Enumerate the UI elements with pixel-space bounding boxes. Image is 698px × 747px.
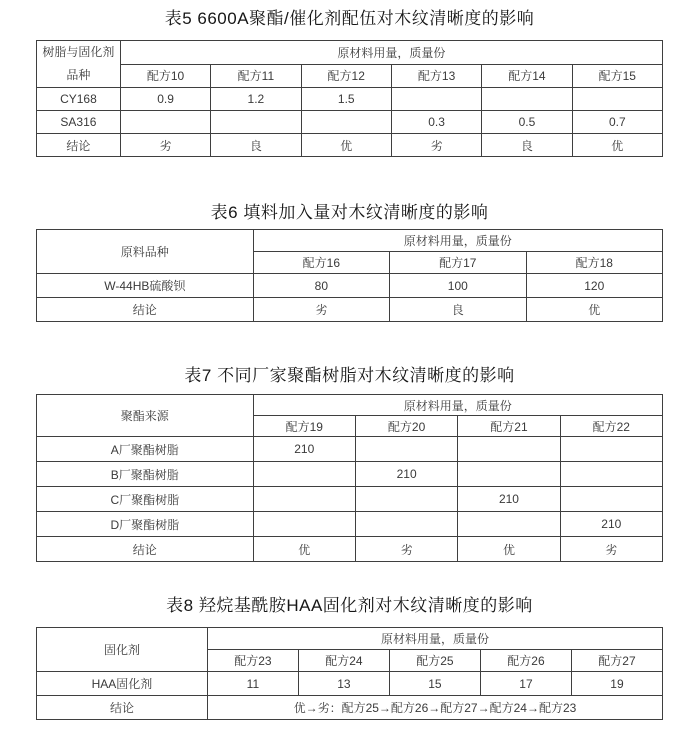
table-row — [37, 437, 663, 462]
row-label-cell: 结论 — [37, 298, 254, 322]
data-table — [36, 394, 663, 562]
row-label-cell: 结论 — [37, 696, 208, 720]
value-cell: 劣 — [253, 298, 389, 322]
value-cell: 良 — [482, 134, 572, 157]
column-header-cell: 配方14 — [482, 64, 572, 88]
value-cell: 劣 — [391, 134, 481, 157]
table-row — [37, 487, 663, 512]
column-header-cell: 配方25 — [389, 650, 480, 672]
conclusion-span-cell: 优→劣：配方25→配方26→配方27→配方24→配方23 — [207, 696, 662, 720]
header-row-group — [37, 41, 663, 65]
row-label-cell: CY168 — [37, 88, 121, 111]
group-header-cell: 原材料用量，质量份 — [207, 628, 662, 650]
header-row-group — [37, 628, 663, 650]
value-cell — [572, 88, 662, 111]
table-section-table5 — [36, 8, 663, 157]
header-row-group — [37, 230, 663, 252]
group-header-cell: 原材料用量，质量份 — [253, 395, 662, 416]
value-cell — [355, 512, 457, 537]
value-cell — [458, 512, 560, 537]
value-cell: 劣 — [560, 537, 662, 562]
value-cell: 120 — [526, 274, 662, 298]
header-row-group — [37, 395, 663, 416]
value-cell: 15 — [389, 672, 480, 696]
value-cell: 良 — [390, 298, 526, 322]
value-cell — [253, 512, 355, 537]
corner-header-line: 固化剂 — [103, 643, 140, 657]
value-cell — [560, 437, 662, 462]
corner-header-line: 品种 — [66, 68, 91, 82]
value-cell: 17 — [480, 672, 571, 696]
row-label-cell: D厂聚酯树脂 — [37, 512, 254, 537]
row-label-cell: HAA固化剂 — [37, 672, 208, 696]
table-section-table6 — [36, 202, 663, 322]
corner-header-line: 原料品种 — [120, 245, 169, 259]
table-row — [37, 298, 663, 322]
table-section-table8 — [36, 595, 663, 720]
table-row — [37, 537, 663, 562]
column-header-cell: 配方13 — [391, 64, 481, 88]
column-header-cell: 配方11 — [211, 64, 301, 88]
document-page — [0, 8, 698, 720]
corner-header-line: 树脂与固化剂 — [42, 45, 115, 59]
column-header-cell: 配方23 — [207, 650, 298, 672]
value-cell: 100 — [390, 274, 526, 298]
table-row — [37, 512, 663, 537]
row-label-cell: 结论 — [37, 537, 254, 562]
value-cell — [482, 88, 572, 111]
value-cell: 1.2 — [211, 88, 301, 111]
value-cell — [301, 111, 391, 134]
table-title: 表7 不同厂家聚酯树脂对木纹清晰度的影响 — [184, 366, 515, 385]
value-cell: 210 — [560, 512, 662, 537]
value-cell: 1.5 — [301, 88, 391, 111]
column-header-cell: 配方10 — [120, 64, 210, 88]
table-row — [37, 111, 663, 134]
value-cell: 11 — [207, 672, 298, 696]
row-label-cell: A厂聚酯树脂 — [37, 437, 254, 462]
column-header-cell: 配方19 — [253, 416, 355, 437]
data-table — [36, 627, 663, 720]
value-cell — [355, 487, 457, 512]
column-header-cell: 配方26 — [480, 650, 571, 672]
value-cell: 19 — [571, 672, 662, 696]
value-cell: 13 — [298, 672, 389, 696]
value-cell: 优 — [301, 134, 391, 157]
table-row — [37, 274, 663, 298]
value-cell: 优 — [253, 537, 355, 562]
value-cell: 优 — [572, 134, 662, 157]
corner-header-line: 聚酯来源 — [120, 409, 169, 423]
corner-header-cell — [37, 41, 121, 88]
value-cell: 0.7 — [572, 111, 662, 134]
table-title: 表6 填料加入量对木纹清晰度的影响 — [210, 203, 489, 222]
table-row — [37, 88, 663, 111]
table-section-table7 — [36, 365, 663, 562]
row-label-cell: B厂聚酯树脂 — [37, 462, 254, 487]
row-label-cell: W-44HB硫酸钡 — [37, 274, 254, 298]
value-cell: 劣 — [355, 537, 457, 562]
value-cell: 210 — [458, 487, 560, 512]
value-cell — [560, 462, 662, 487]
value-cell: 80 — [253, 274, 389, 298]
value-cell: 良 — [211, 134, 301, 157]
value-cell — [458, 437, 560, 462]
value-cell: 0.5 — [482, 111, 572, 134]
table-row — [37, 672, 663, 696]
column-header-cell: 配方12 — [301, 64, 391, 88]
data-table — [36, 229, 663, 322]
table-row — [37, 134, 663, 157]
column-header-cell: 配方27 — [571, 650, 662, 672]
value-cell — [391, 88, 481, 111]
column-header-cell: 配方18 — [526, 252, 662, 274]
value-cell: 优 — [458, 537, 560, 562]
table-title: 表5 6600A聚酯/催化剂配伍对木纹清晰度的影响 — [164, 9, 535, 28]
column-header-cell: 配方20 — [355, 416, 457, 437]
column-header-cell: 配方22 — [560, 416, 662, 437]
value-cell — [211, 111, 301, 134]
table-title: 表8 羟烷基酰胺HAA固化剂对木纹清晰度的影响 — [166, 596, 533, 615]
corner-header-cell — [37, 395, 254, 437]
row-label-cell: 结论 — [37, 134, 121, 157]
header-row-columns — [37, 64, 663, 88]
value-cell — [253, 487, 355, 512]
value-cell — [120, 111, 210, 134]
group-header-cell: 原材料用量，质量份 — [253, 230, 662, 252]
value-cell — [355, 437, 457, 462]
value-cell: 210 — [253, 437, 355, 462]
column-header-cell: 配方24 — [298, 650, 389, 672]
value-cell — [458, 462, 560, 487]
column-header-cell: 配方17 — [390, 252, 526, 274]
table-row — [37, 462, 663, 487]
tables-container — [36, 8, 663, 720]
value-cell: 劣 — [120, 134, 210, 157]
group-header-cell: 原材料用量，质量份 — [120, 41, 662, 65]
value-cell — [560, 487, 662, 512]
corner-header-cell — [37, 230, 254, 274]
column-header-cell: 配方16 — [253, 252, 389, 274]
column-header-cell: 配方21 — [458, 416, 560, 437]
value-cell — [253, 462, 355, 487]
corner-header-cell — [37, 628, 208, 672]
value-cell: 优 — [526, 298, 662, 322]
table-row — [37, 696, 663, 720]
value-cell: 0.9 — [120, 88, 210, 111]
value-cell: 210 — [355, 462, 457, 487]
column-header-cell: 配方15 — [572, 64, 662, 88]
data-table — [36, 40, 663, 157]
row-label-cell: SA316 — [37, 111, 121, 134]
value-cell: 0.3 — [391, 111, 481, 134]
row-label-cell: C厂聚酯树脂 — [37, 487, 254, 512]
